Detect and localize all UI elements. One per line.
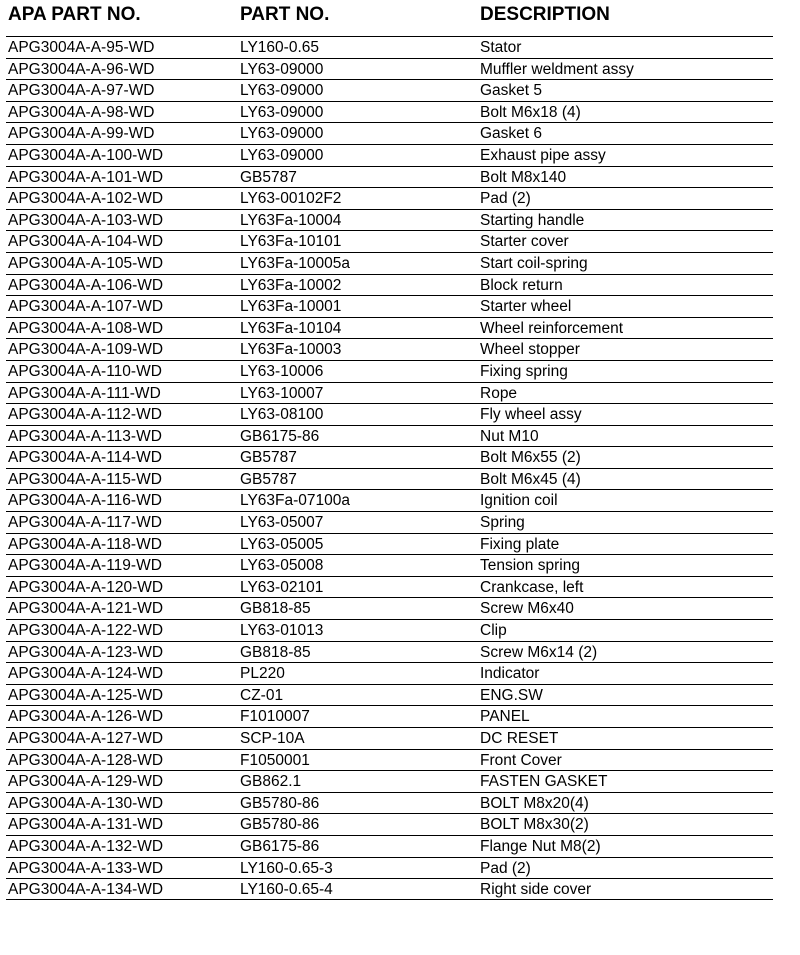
apa-part-no-cell: APG3004A-A-108-WD <box>8 319 164 337</box>
description-cell: Start coil-spring <box>480 254 588 272</box>
table-row <box>6 727 773 749</box>
table-row <box>6 597 773 619</box>
table-row <box>6 576 773 598</box>
apa-part-no-cell: APG3004A-A-109-WD <box>8 341 164 359</box>
apa-part-no-cell: APG3004A-A-97-WD <box>8 82 155 100</box>
description-cell: Bolt M6x55 (2) <box>480 449 581 467</box>
part-no-cell: LY63-05005 <box>240 535 324 553</box>
table-row <box>6 166 773 188</box>
apa-part-no-cell: APG3004A-A-114-WD <box>8 449 162 467</box>
description-cell: Screw M6x40 <box>480 600 574 618</box>
part-no-cell: GB5787 <box>240 449 297 467</box>
part-no-cell: GB6175-86 <box>240 427 320 445</box>
apa-part-no-cell: APG3004A-A-122-WD <box>8 622 164 640</box>
description-cell: Stator <box>480 39 522 56</box>
table-row <box>6 360 773 382</box>
description-cell: Exhaust pipe assy <box>480 146 606 164</box>
table-row <box>6 382 773 404</box>
description-cell: Wheel stopper <box>480 341 580 359</box>
table-row <box>6 144 773 166</box>
apa-part-no-cell: APG3004A-A-131-WD <box>8 816 164 834</box>
apa-part-no-cell: APG3004A-A-128-WD <box>8 751 164 769</box>
table-row <box>6 857 773 879</box>
apa-part-no-cell: APG3004A-A-110-WD <box>8 362 162 380</box>
part-no-cell: LY63-09000 <box>240 82 324 100</box>
table-row <box>6 295 773 317</box>
apa-part-no-cell: APG3004A-A-113-WD <box>8 427 162 445</box>
description-cell: Gasket 5 <box>480 82 543 100</box>
table-row <box>6 425 773 447</box>
apa-part-no-cell: APG3004A-A-125-WD <box>8 686 164 704</box>
description-cell: Crankcase, left <box>480 578 584 596</box>
description-cell: Starting handle <box>480 211 585 229</box>
part-no-cell: PL220 <box>240 665 285 683</box>
apa-part-no-cell: APG3004A-A-133-WD <box>8 859 164 877</box>
part-no-cell: LY63-09000 <box>240 125 324 143</box>
description-cell: BOLT M8x30(2) <box>480 816 589 834</box>
part-no-cell: GB818-85 <box>240 600 311 618</box>
description-cell: ENG.SW <box>480 686 543 704</box>
apa-part-no-cell: APG3004A-A-115-WD <box>8 470 162 488</box>
part-no-cell: LY63-02101 <box>240 578 324 596</box>
apa-part-no-cell: APG3004A-A-120-WD <box>8 578 164 596</box>
apa-part-no-cell: APG3004A-A-116-WD <box>8 492 162 510</box>
table-row <box>6 878 773 900</box>
description-cell: Starter cover <box>480 233 569 251</box>
part-no-cell: LY63-09000 <box>240 146 324 164</box>
table-row <box>6 36 773 58</box>
part-no-cell: GB5780-86 <box>240 794 320 812</box>
table-row <box>6 252 773 274</box>
apa-part-no-cell: APG3004A-A-101-WD <box>8 168 164 186</box>
description-cell: DC RESET <box>480 730 559 747</box>
part-no-cell: LY63Fa-10104 <box>240 319 342 337</box>
apa-part-no-cell: APG3004A-A-130-WD <box>8 794 164 812</box>
apa-part-no-cell: APG3004A-A-126-WD <box>8 708 164 726</box>
apa-part-no-cell: APG3004A-A-99-WD <box>8 125 155 143</box>
table-row <box>6 749 773 771</box>
table-row <box>6 468 773 490</box>
description-cell: Starter wheel <box>480 298 572 316</box>
apa-part-no-cell: APG3004A-A-123-WD <box>8 643 164 661</box>
table-row <box>6 641 773 663</box>
part-no-cell: F1050001 <box>240 751 310 769</box>
description-cell: Bolt M6x18 (4) <box>480 103 581 121</box>
part-no-cell: GB818-85 <box>240 643 311 661</box>
description-cell: Rope <box>480 384 518 402</box>
table-row <box>6 230 773 252</box>
table-row <box>6 122 773 144</box>
part-no-cell: LY63Fa-10002 <box>240 276 342 294</box>
apa-part-no-cell: APG3004A-A-98-WD <box>8 103 155 121</box>
part-no-cell: LY63-01013 <box>240 622 324 640</box>
part-no-cell: GB5787 <box>240 168 297 186</box>
apa-part-no-cell: APG3004A-A-111-WD <box>8 384 161 402</box>
part-no-cell: GB5780-86 <box>240 816 320 834</box>
table-row <box>6 403 773 425</box>
apa-part-no-cell: APG3004A-A-117-WD <box>8 514 162 532</box>
part-no-cell: LY63-05008 <box>240 557 324 575</box>
part-no-cell: LY63Fa-10003 <box>240 341 342 359</box>
table-row <box>6 79 773 101</box>
apa-part-no-cell: APG3004A-A-96-WD <box>8 60 155 78</box>
description-cell: Screw M6x14 (2) <box>480 643 598 661</box>
apa-part-no-cell: APG3004A-A-103-WD <box>8 211 164 229</box>
table-row <box>6 554 773 576</box>
part-no-cell: LY63Fa-07100a <box>240 492 351 510</box>
apa-part-no-cell: APG3004A-A-127-WD <box>8 730 164 747</box>
parts-table <box>6 36 773 900</box>
description-cell: Clip <box>480 622 507 640</box>
part-no-cell: LY160-0.65 <box>240 39 319 56</box>
description-cell: Fixing plate <box>480 535 560 553</box>
table-row <box>6 187 773 209</box>
part-no-cell: LY63-10006 <box>240 362 324 380</box>
table-row <box>6 511 773 533</box>
description-cell: Bolt M8x140 <box>480 168 567 186</box>
table-row <box>6 489 773 511</box>
apa-part-no-cell: APG3004A-A-129-WD <box>8 773 164 791</box>
description-cell: Pad (2) <box>480 859 531 877</box>
description-cell: FASTEN GASKET <box>480 773 608 791</box>
table-row <box>6 446 773 468</box>
part-no-cell: LY63Fa-10004 <box>240 211 342 229</box>
description-cell: Gasket 6 <box>480 125 543 143</box>
part-no-cell: LY63-00102F2 <box>240 190 342 208</box>
part-no-cell: LY160-0.65-3 <box>240 859 333 877</box>
description-cell: Spring <box>480 514 525 532</box>
table-row <box>6 209 773 231</box>
apa-part-no-cell: APG3004A-A-124-WD <box>8 665 164 683</box>
part-no-cell: LY63-08100 <box>240 406 324 424</box>
table-row <box>6 770 773 792</box>
part-no-cell: LY63-09000 <box>240 60 324 78</box>
description-cell: Tension spring <box>480 557 580 575</box>
header-apa-part-no: APA PART NO. <box>8 4 141 25</box>
apa-part-no-cell: APG3004A-A-134-WD <box>8 881 164 899</box>
part-no-cell: GB6175-86 <box>240 837 320 855</box>
table-row <box>6 662 773 684</box>
apa-part-no-cell: APG3004A-A-104-WD <box>8 233 164 251</box>
description-cell: Pad (2) <box>480 190 531 208</box>
header-part-no: PART NO. <box>240 4 330 25</box>
table-row <box>6 835 773 857</box>
description-cell: Bolt M6x45 (4) <box>480 470 581 488</box>
description-cell: Right side cover <box>480 881 592 899</box>
table-header <box>0 0 800 36</box>
table-row <box>6 684 773 706</box>
description-cell: Fly wheel assy <box>480 406 582 424</box>
apa-part-no-cell: APG3004A-A-95-WD <box>8 39 155 56</box>
part-no-cell: LY63Fa-10001 <box>240 298 342 316</box>
part-no-cell: LY160-0.65-4 <box>240 881 333 899</box>
table-row <box>6 792 773 814</box>
table-row <box>6 101 773 123</box>
part-no-cell: F1010007 <box>240 708 310 726</box>
table-row <box>6 274 773 296</box>
part-no-cell: LY63-10007 <box>240 384 324 402</box>
apa-part-no-cell: APG3004A-A-106-WD <box>8 276 164 294</box>
table-row <box>6 619 773 641</box>
part-no-cell: LY63Fa-10101 <box>240 233 342 251</box>
table-row <box>6 533 773 555</box>
description-cell: Fixing spring <box>480 362 568 380</box>
apa-part-no-cell: APG3004A-A-119-WD <box>8 557 162 575</box>
apa-part-no-cell: APG3004A-A-112-WD <box>8 406 162 424</box>
description-cell: Front Cover <box>480 751 562 769</box>
apa-part-no-cell: APG3004A-A-100-WD <box>8 146 164 164</box>
table-row <box>6 338 773 360</box>
part-no-cell: CZ-01 <box>240 686 284 704</box>
description-cell: Wheel reinforcement <box>480 319 624 337</box>
part-no-cell: GB5787 <box>240 470 297 488</box>
table-row <box>6 58 773 80</box>
header-description: DESCRIPTION <box>480 4 610 25</box>
part-no-cell: LY63-09000 <box>240 103 324 121</box>
description-cell: Ignition coil <box>480 492 558 510</box>
description-cell: Flange Nut M8(2) <box>480 837 601 855</box>
table-row <box>6 317 773 339</box>
part-no-cell: SCP-10A <box>240 730 305 747</box>
description-cell: Muffler weldment assy <box>480 60 634 78</box>
description-cell: BOLT M8x20(4) <box>480 794 589 812</box>
apa-part-no-cell: APG3004A-A-118-WD <box>8 535 162 553</box>
table-row <box>6 705 773 727</box>
description-cell: Nut M10 <box>480 427 539 445</box>
apa-part-no-cell: APG3004A-A-132-WD <box>8 837 164 855</box>
part-no-cell: LY63-05007 <box>240 514 324 532</box>
description-cell: PANEL <box>480 708 530 726</box>
apa-part-no-cell: APG3004A-A-107-WD <box>8 298 164 316</box>
apa-part-no-cell: APG3004A-A-102-WD <box>8 190 164 208</box>
apa-part-no-cell: APG3004A-A-105-WD <box>8 254 164 272</box>
part-no-cell: GB862.1 <box>240 773 302 791</box>
part-no-cell: LY63Fa-10005a <box>240 254 351 272</box>
table-row <box>6 813 773 835</box>
description-cell: Indicator <box>480 665 540 683</box>
apa-part-no-cell: APG3004A-A-121-WD <box>8 600 164 618</box>
description-cell: Block return <box>480 276 563 294</box>
